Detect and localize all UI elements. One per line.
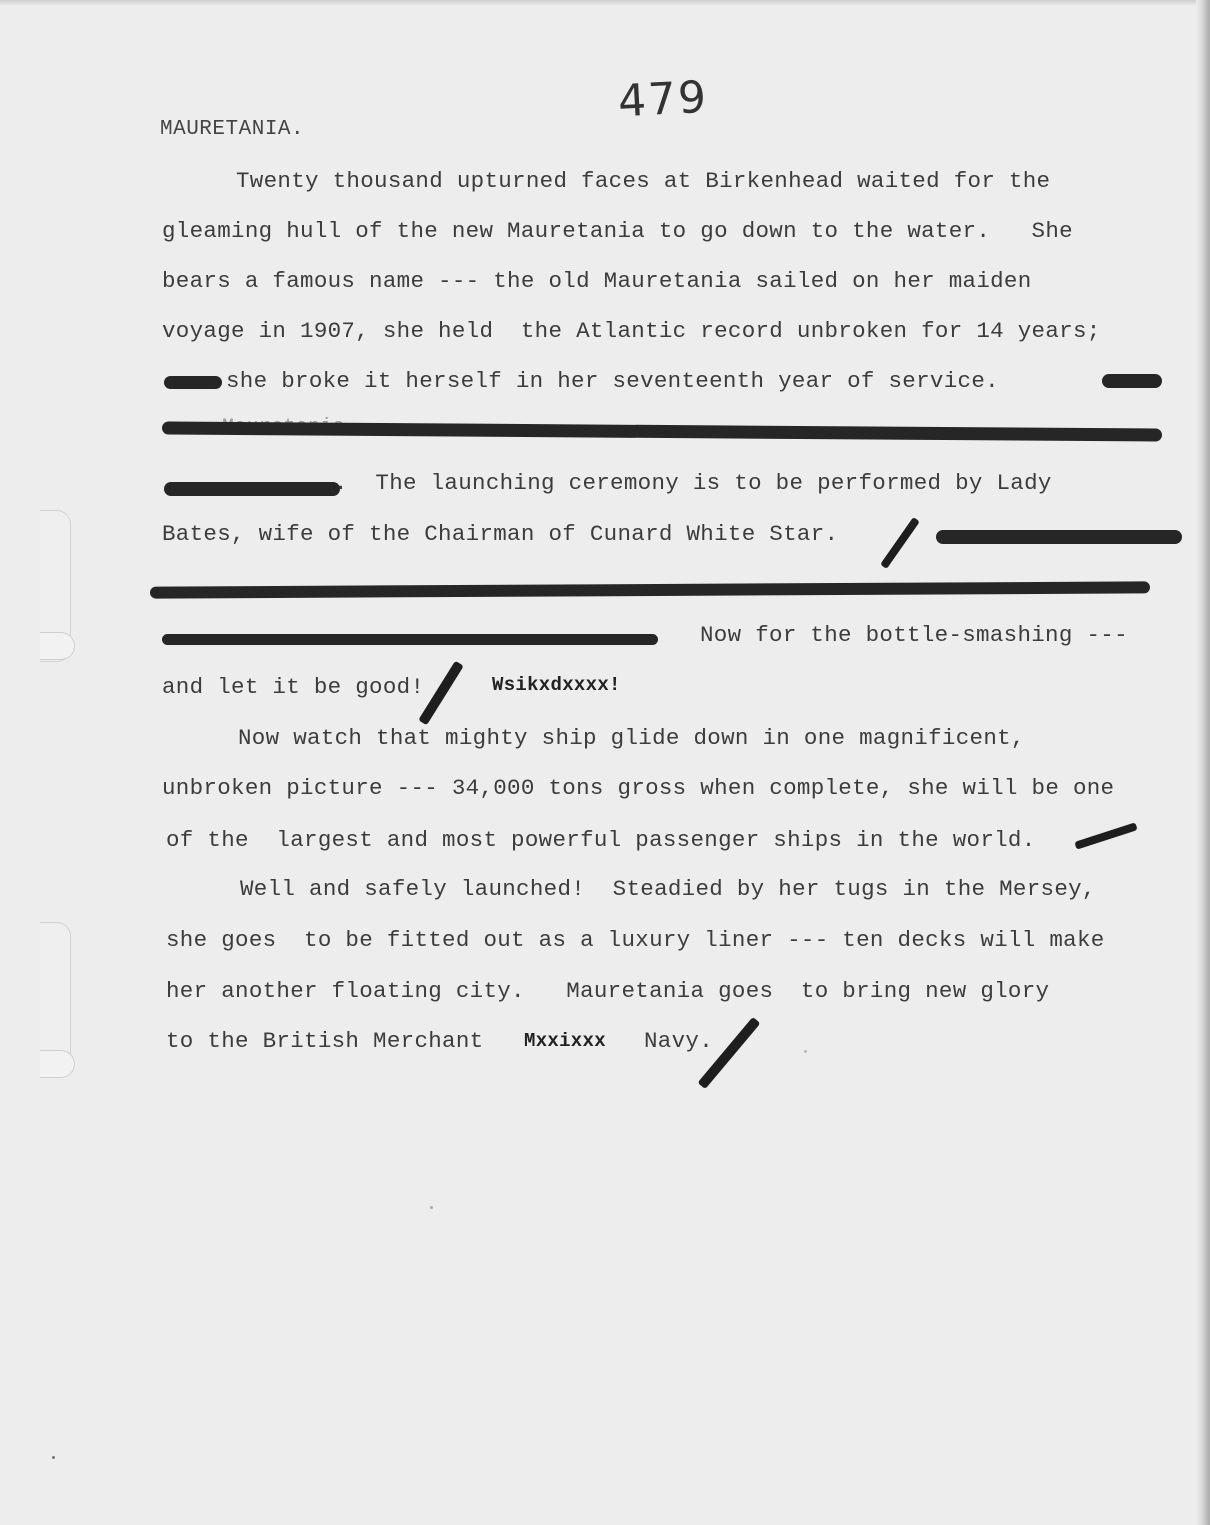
redaction-mark [936,530,1182,544]
text-line-17: to the British Merchant [166,1028,484,1054]
document-title: MAURETANIA. [160,118,305,141]
punch-hole-lower-tab [40,1050,75,1078]
redaction-mark [164,376,222,389]
text-line-14: Well and safely launched! Steadied by her tugs in the Mersey, [240,876,1096,902]
strikeout-line [162,634,658,645]
text-line-10: and let it be good! [162,674,425,700]
text-line-15: she goes to be fitted out as a luxury liner --- ten decks will make [166,927,1105,953]
punch-hole-upper-tab [40,632,75,660]
text-line-8: Bates, wife of the Chairman of Cunard White Star. [162,521,839,547]
redaction-mark [1102,374,1162,388]
editorial-slash-mark [880,517,920,569]
struck-typed-word: Mxxixxx [524,1030,606,1052]
editorial-slash-mark [1074,822,1137,849]
paper-speck [430,1206,433,1209]
struck-typed-word: Wsikxdxxxx! [492,674,621,696]
text-line-2: gleaming hull of the new Mauretania to go down to the water. She [162,218,1073,244]
page-top-edge [0,0,1210,6]
text-line-7: . The launching ceremony is to be performed by Lady [334,470,1052,496]
text-line-1: Twenty thousand upturned faces at Birkenhead waited for the [236,168,1051,194]
text-line-13: of the largest and most powerful passenger ships in the world. [166,827,1036,853]
text-line-4: voyage in 1907, she held the Atlantic record unbroken for 14 years; [162,318,1101,344]
text-line-18: Navy. [644,1028,714,1054]
text-line-11: Now watch that mighty ship glide down in one magnificent, [238,725,1025,751]
text-line-12: unbroken picture --- 34,000 tons gross when complete, she will be one [162,775,1115,801]
page-right-edge [1196,0,1210,1525]
strikeout-line [150,581,1150,598]
redaction-mark [164,482,340,496]
paper-speck [52,1456,55,1459]
text-line-5: she broke it herself in her seventeenth year of service. [226,368,999,394]
paper-speck [804,1050,807,1053]
handwritten-page-number: 479 [616,71,710,128]
text-line-9: Now for the bottle-smashing --- [700,622,1128,648]
text-line-16: her another floating city. Mauretania goes to bring new glory [166,978,1050,1004]
text-line-3: bears a famous name --- the old Mauretania sailed on her maiden [162,268,1032,294]
editorial-slash-mark [418,661,464,726]
